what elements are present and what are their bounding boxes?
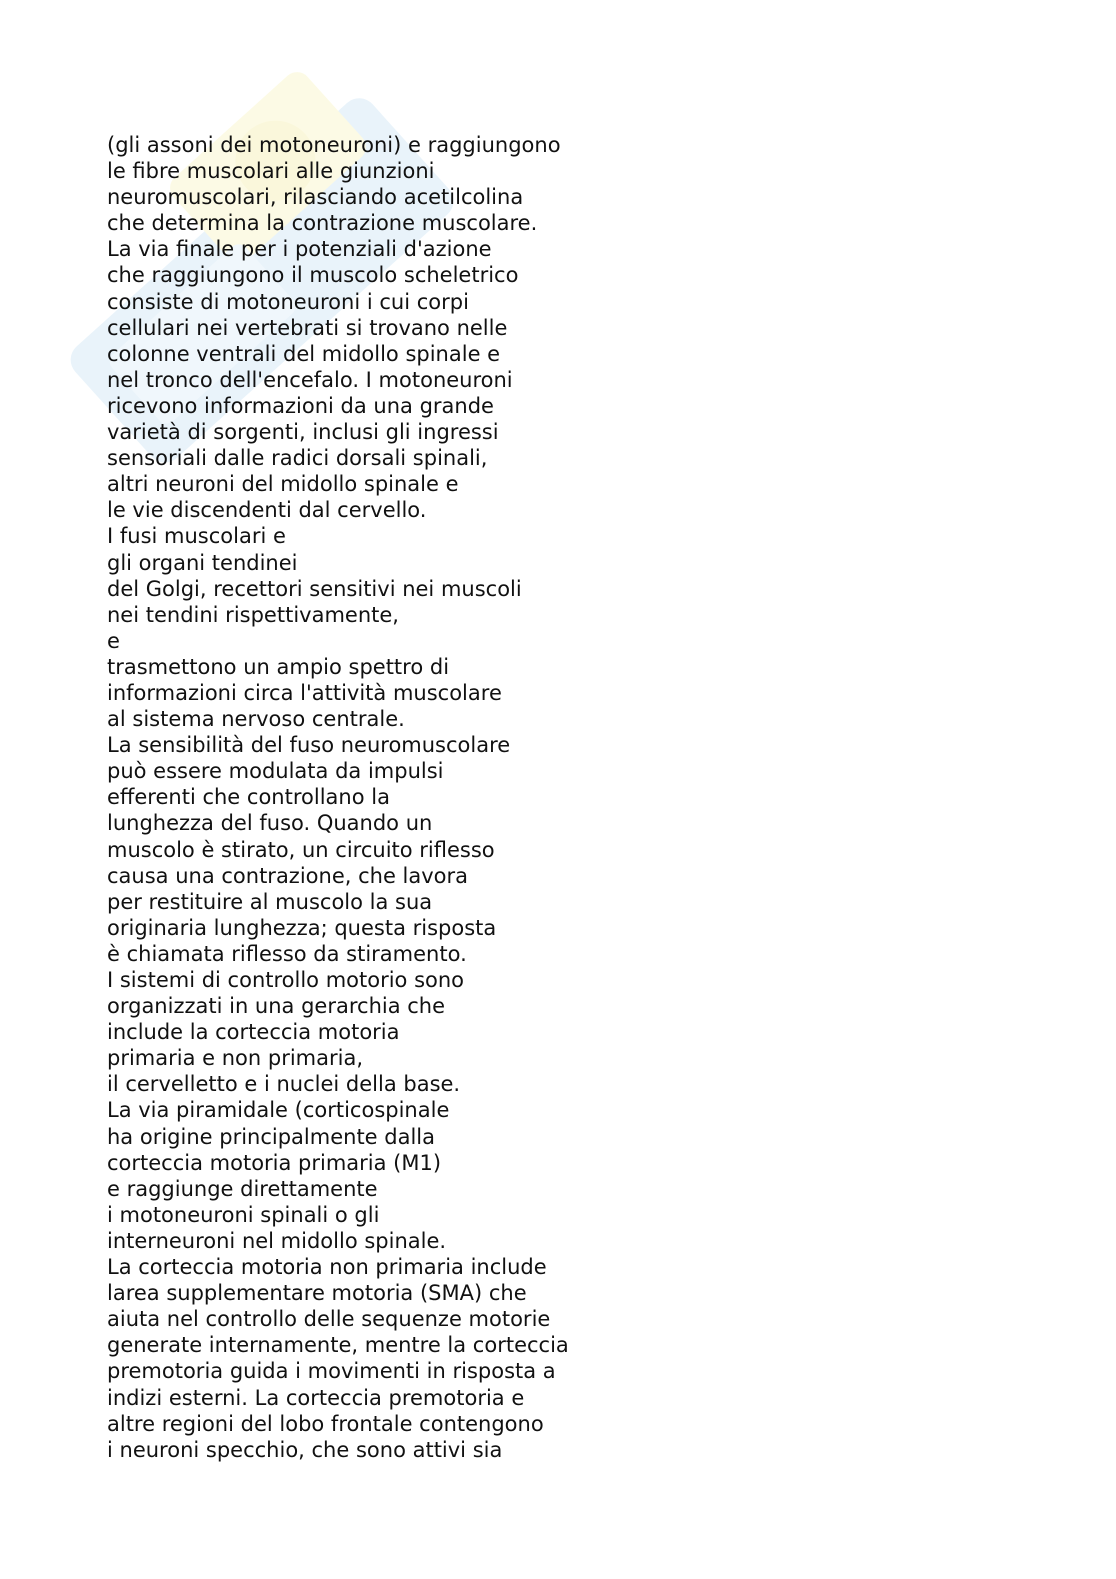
text-line: indizi esterni. La corteccia premotoria e xyxy=(107,1385,525,1410)
text-line: ha origine principalmente dalla xyxy=(107,1124,436,1149)
text-line: La via finale per i potenziali d'azione xyxy=(107,237,492,262)
text-line: che raggiungono il muscolo scheletrico xyxy=(107,263,519,288)
text-line: varietà di sorgenti, inclusi gli ingressi xyxy=(107,420,499,445)
text-line: per restituire al muscolo la sua xyxy=(107,889,433,914)
text-line: cellulari nei vertebrati si trovano nelle xyxy=(107,315,508,340)
text-line: i neuroni specchio, che sono attivi sia xyxy=(107,1437,503,1462)
text-line: che determina la contrazione muscolare. xyxy=(107,211,538,236)
text-line: organizzati in una gerarchia che xyxy=(107,994,446,1019)
text-line: lunghezza del fuso. Quando un xyxy=(107,811,433,836)
text-line: La sensibilità del fuso neuromuscolare xyxy=(107,733,511,758)
text-line: corteccia motoria primaria (M1) xyxy=(107,1150,442,1175)
text-line: aiuta nel controllo delle sequenze motorie xyxy=(107,1307,551,1332)
text-line: La via piramidale (corticospinale xyxy=(107,1098,450,1123)
text-line: i motoneuroni spinali o gli xyxy=(107,1202,380,1227)
text-line: del Golgi, recettori sensitivi nei muscoli xyxy=(107,576,522,601)
text-line: colonne ventrali del midollo spinale e xyxy=(107,341,501,366)
text-line: (gli assoni dei motoneuroni) e raggiungono xyxy=(107,133,561,157)
text-line: I sistemi di controllo motorio sono xyxy=(107,968,465,992)
text-line: le vie discendenti dal cervello. xyxy=(107,498,427,523)
text-line: interneuroni nel midollo spinale. xyxy=(107,1228,447,1253)
document-body xyxy=(107,132,667,1463)
text-line: causa una contrazione, che lavora xyxy=(107,863,469,888)
text-line: e raggiunge direttamente xyxy=(107,1176,378,1201)
text-line: originaria lunghezza; questa risposta xyxy=(107,915,497,940)
text-line: efferenti che controllano la xyxy=(107,785,390,810)
text-line: altre regioni del lobo frontale contengono xyxy=(107,1411,544,1436)
text-line: le fibre muscolari alle giunzioni xyxy=(107,159,435,184)
text-line: al sistema nervoso centrale. xyxy=(107,707,405,732)
text-line: La corteccia motoria non primaria include xyxy=(107,1255,547,1280)
text-line: informazioni circa l'attività muscolare xyxy=(107,680,502,705)
text-line: ricevono informazioni da una grande xyxy=(107,393,494,418)
text-line: nei tendini rispettivamente, xyxy=(107,602,399,627)
text-line: sensoriali dalle radici dorsali spinali, xyxy=(107,446,488,471)
text-line: muscolo è stirato, un circuito riflesso xyxy=(107,837,495,862)
text-line: altri neuroni del midollo spinale e xyxy=(107,472,459,497)
text-line: consiste di motoneuroni i cui corpi xyxy=(107,289,469,314)
text-line: e xyxy=(107,628,120,653)
text-line: larea supplementare motoria (SMA) che xyxy=(107,1281,527,1306)
text-line: trasmettono un ampio spettro di xyxy=(107,654,450,679)
text-line: può essere modulata da impulsi xyxy=(107,759,444,784)
text-line: è chiamata riflesso da stiramento. xyxy=(107,941,467,966)
text-line: I fusi muscolari e xyxy=(107,524,286,549)
text-line: gli organi tendinei xyxy=(107,550,298,575)
text-line: il cervelletto e i nuclei della base. xyxy=(107,1072,461,1097)
text-line: include la corteccia motoria xyxy=(107,1020,400,1045)
text-line: primaria e non primaria, xyxy=(107,1046,364,1071)
text-line: neuromuscolari, rilasciando acetilcolina xyxy=(107,185,524,210)
text-line: generate internamente, mentre la corteccia xyxy=(107,1333,569,1358)
text-line: premotoria guida i movimenti in risposta a xyxy=(107,1359,556,1384)
text-line: nel tronco dell'encefalo. I motoneuroni xyxy=(107,367,513,392)
